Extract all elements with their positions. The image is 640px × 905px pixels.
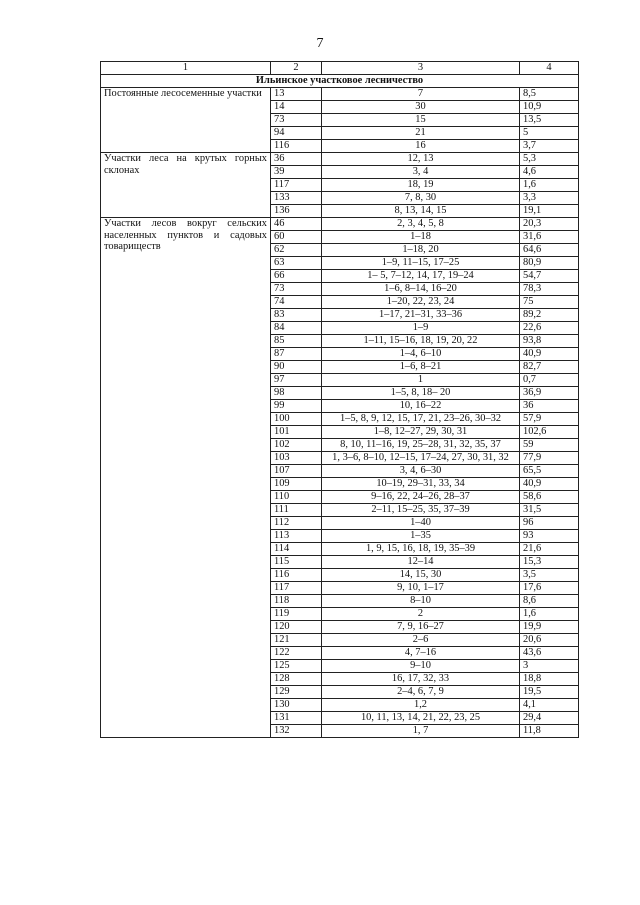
vydel-list-cell: 10, 16–22 xyxy=(322,400,520,413)
vydel-list-cell: 8, 13, 14, 15 xyxy=(322,205,520,218)
column-numbers-row xyxy=(101,62,579,75)
kvartal-number-cell: 133 xyxy=(271,192,322,205)
area-cell: 58,6 xyxy=(520,491,579,504)
kvartal-number-cell: 125 xyxy=(271,660,322,673)
kvartal-number-cell: 14 xyxy=(271,101,322,114)
area-cell: 4,6 xyxy=(520,166,579,179)
area-cell: 8,6 xyxy=(520,595,579,608)
area-cell: 18,8 xyxy=(520,673,579,686)
vydel-list-cell: 18, 19 xyxy=(322,179,520,192)
kvartal-number-cell: 114 xyxy=(271,543,322,556)
vydel-list-cell: 8–10 xyxy=(322,595,520,608)
vydel-list-cell: 9, 10, 1–17 xyxy=(322,582,520,595)
kvartal-number-cell: 130 xyxy=(271,699,322,712)
area-cell: 17,6 xyxy=(520,582,579,595)
area-cell: 3 xyxy=(520,660,579,673)
vydel-list-cell: 1–5, 8, 9, 12, 15, 17, 21, 23–26, 30–32 xyxy=(322,413,520,426)
vydel-list-cell: 1– 5, 7–12, 14, 17, 19–24 xyxy=(322,270,520,283)
area-cell: 36 xyxy=(520,400,579,413)
category-cell: Постоянные лесосеменные участки xyxy=(101,88,271,153)
area-cell: 22,6 xyxy=(520,322,579,335)
vydel-list-cell: 12, 13 xyxy=(322,153,520,166)
kvartal-number-cell: 132 xyxy=(271,725,322,738)
vydel-list-cell: 1–40 xyxy=(322,517,520,530)
vydel-list-cell: 2, 3, 4, 5, 8 xyxy=(322,218,520,231)
vydel-list-cell: 1–6, 8–14, 16–20 xyxy=(322,283,520,296)
vydel-list-cell: 1–4, 6–10 xyxy=(322,348,520,361)
vydel-list-cell: 3, 4 xyxy=(322,166,520,179)
vydel-list-cell: 8, 10, 11–16, 19, 25–28, 31, 32, 35, 37 xyxy=(322,439,520,452)
kvartal-number-cell: 100 xyxy=(271,413,322,426)
kvartal-number-cell: 94 xyxy=(271,127,322,140)
area-cell: 96 xyxy=(520,517,579,530)
area-cell: 13,5 xyxy=(520,114,579,127)
kvartal-number-cell: 116 xyxy=(271,569,322,582)
column-header: 3 xyxy=(322,62,520,75)
kvartal-number-cell: 118 xyxy=(271,595,322,608)
area-cell: 5 xyxy=(520,127,579,140)
kvartal-number-cell: 109 xyxy=(271,478,322,491)
area-cell: 57,9 xyxy=(520,413,579,426)
kvartal-number-cell: 110 xyxy=(271,491,322,504)
vydel-list-cell: 2–4, 6, 7, 9 xyxy=(322,686,520,699)
kvartal-number-cell: 128 xyxy=(271,673,322,686)
kvartal-number-cell: 46 xyxy=(271,218,322,231)
area-cell: 20,3 xyxy=(520,218,579,231)
kvartal-number-cell: 121 xyxy=(271,634,322,647)
area-cell: 19,5 xyxy=(520,686,579,699)
area-cell: 77,9 xyxy=(520,452,579,465)
area-cell: 21,6 xyxy=(520,543,579,556)
vydel-list-cell: 4, 7–16 xyxy=(322,647,520,660)
vydel-list-cell: 7 xyxy=(322,88,520,101)
forest-table xyxy=(100,61,579,738)
vydel-list-cell: 1–9, 11–15, 17–25 xyxy=(322,257,520,270)
kvartal-number-cell: 111 xyxy=(271,504,322,517)
vydel-list-cell: 1 xyxy=(322,374,520,387)
kvartal-number-cell: 62 xyxy=(271,244,322,257)
kvartal-number-cell: 87 xyxy=(271,348,322,361)
area-cell: 15,3 xyxy=(520,556,579,569)
kvartal-number-cell: 98 xyxy=(271,387,322,400)
area-cell: 31,6 xyxy=(520,231,579,244)
vydel-list-cell: 1–5, 8, 18– 20 xyxy=(322,387,520,400)
vydel-list-cell: 1–18 xyxy=(322,231,520,244)
vydel-list-cell: 12–14 xyxy=(322,556,520,569)
table-row xyxy=(101,153,579,166)
vydel-list-cell: 30 xyxy=(322,101,520,114)
vydel-list-cell: 1, 9, 15, 16, 18, 19, 35–39 xyxy=(322,543,520,556)
area-cell: 1,6 xyxy=(520,608,579,621)
area-cell: 40,9 xyxy=(520,348,579,361)
area-cell: 29,4 xyxy=(520,712,579,725)
kvartal-number-cell: 107 xyxy=(271,465,322,478)
vydel-list-cell: 21 xyxy=(322,127,520,140)
vydel-list-cell: 15 xyxy=(322,114,520,127)
vydel-list-cell: 1–11, 15–16, 18, 19, 20, 22 xyxy=(322,335,520,348)
kvartal-number-cell: 131 xyxy=(271,712,322,725)
section-title: Ильинское участковое лесничество xyxy=(101,75,579,88)
vydel-list-cell: 10, 11, 13, 14, 21, 22, 23, 25 xyxy=(322,712,520,725)
kvartal-number-cell: 90 xyxy=(271,361,322,374)
vydel-list-cell: 7, 9, 16–27 xyxy=(322,621,520,634)
kvartal-number-cell: 120 xyxy=(271,621,322,634)
vydel-list-cell: 1,2 xyxy=(322,699,520,712)
kvartal-number-cell: 117 xyxy=(271,582,322,595)
kvartal-number-cell: 39 xyxy=(271,166,322,179)
area-cell: 8,5 xyxy=(520,88,579,101)
column-header: 1 xyxy=(101,62,271,75)
vydel-list-cell: 1–9 xyxy=(322,322,520,335)
kvartal-number-cell: 99 xyxy=(271,400,322,413)
kvartal-number-cell: 36 xyxy=(271,153,322,166)
kvartal-number-cell: 85 xyxy=(271,335,322,348)
area-cell: 59 xyxy=(520,439,579,452)
kvartal-number-cell: 13 xyxy=(271,88,322,101)
area-cell: 40,9 xyxy=(520,478,579,491)
area-cell: 65,5 xyxy=(520,465,579,478)
vydel-list-cell: 2–11, 15–25, 35, 37–39 xyxy=(322,504,520,517)
area-cell: 0,7 xyxy=(520,374,579,387)
category-cell: Участки леса на крутых горных склонах xyxy=(101,153,271,218)
vydel-list-cell: 16, 17, 32, 33 xyxy=(322,673,520,686)
vydel-list-cell: 3, 4, 6–30 xyxy=(322,465,520,478)
table-row xyxy=(101,88,579,101)
area-cell: 64,6 xyxy=(520,244,579,257)
kvartal-number-cell: 97 xyxy=(271,374,322,387)
vydel-list-cell: 9–16, 22, 24–26, 28–37 xyxy=(322,491,520,504)
area-cell: 89,2 xyxy=(520,309,579,322)
area-cell: 78,3 xyxy=(520,283,579,296)
area-cell: 10,9 xyxy=(520,101,579,114)
kvartal-number-cell: 122 xyxy=(271,647,322,660)
kvartal-number-cell: 113 xyxy=(271,530,322,543)
kvartal-number-cell: 115 xyxy=(271,556,322,569)
area-cell: 82,7 xyxy=(520,361,579,374)
kvartal-number-cell: 63 xyxy=(271,257,322,270)
vydel-list-cell: 7, 8, 30 xyxy=(322,192,520,205)
vydel-list-cell: 1, 7 xyxy=(322,725,520,738)
category-cell: Участки лесов вокруг сельских населенных пунктов и садовых товариществ xyxy=(101,218,271,738)
forest-table-body xyxy=(101,62,579,738)
area-cell: 3,3 xyxy=(520,192,579,205)
kvartal-number-cell: 129 xyxy=(271,686,322,699)
area-cell: 102,6 xyxy=(520,426,579,439)
area-cell: 3,7 xyxy=(520,140,579,153)
vydel-list-cell: 1–18, 20 xyxy=(322,244,520,257)
kvartal-number-cell: 83 xyxy=(271,309,322,322)
vydel-list-cell: 10–19, 29–31, 33, 34 xyxy=(322,478,520,491)
section-title-row xyxy=(101,75,579,88)
vydel-list-cell: 9–10 xyxy=(322,660,520,673)
area-cell: 31,5 xyxy=(520,504,579,517)
area-cell: 80,9 xyxy=(520,257,579,270)
area-cell: 54,7 xyxy=(520,270,579,283)
kvartal-number-cell: 117 xyxy=(271,179,322,192)
kvartal-number-cell: 116 xyxy=(271,140,322,153)
kvartal-number-cell: 73 xyxy=(271,114,322,127)
column-header: 2 xyxy=(271,62,322,75)
vydel-list-cell: 2 xyxy=(322,608,520,621)
area-cell: 20,6 xyxy=(520,634,579,647)
area-cell: 43,6 xyxy=(520,647,579,660)
kvartal-number-cell: 112 xyxy=(271,517,322,530)
vydel-list-cell: 16 xyxy=(322,140,520,153)
kvartal-number-cell: 101 xyxy=(271,426,322,439)
kvartal-number-cell: 136 xyxy=(271,205,322,218)
kvartal-number-cell: 103 xyxy=(271,452,322,465)
area-cell: 75 xyxy=(520,296,579,309)
area-cell: 19,9 xyxy=(520,621,579,634)
area-cell: 93,8 xyxy=(520,335,579,348)
area-cell: 36,9 xyxy=(520,387,579,400)
vydel-list-cell: 1–17, 21–31, 33–36 xyxy=(322,309,520,322)
area-cell: 93 xyxy=(520,530,579,543)
vydel-list-cell: 1–8, 12–27, 29, 30, 31 xyxy=(322,426,520,439)
table-row xyxy=(101,218,579,231)
area-cell: 3,5 xyxy=(520,569,579,582)
area-cell: 4,1 xyxy=(520,699,579,712)
area-cell: 5,3 xyxy=(520,153,579,166)
area-cell: 11,8 xyxy=(520,725,579,738)
kvartal-number-cell: 84 xyxy=(271,322,322,335)
vydel-list-cell: 1, 3–6, 8–10, 12–15, 17–24, 27, 30, 31, 32 xyxy=(322,452,520,465)
kvartal-number-cell: 73 xyxy=(271,283,322,296)
vydel-list-cell: 14, 15, 30 xyxy=(322,569,520,582)
area-cell: 19,1 xyxy=(520,205,579,218)
page-number: 7 xyxy=(316,36,324,51)
vydel-list-cell: 1–6, 8–21 xyxy=(322,361,520,374)
area-cell: 1,6 xyxy=(520,179,579,192)
kvartal-number-cell: 66 xyxy=(271,270,322,283)
kvartal-number-cell: 60 xyxy=(271,231,322,244)
vydel-list-cell: 2–6 xyxy=(322,634,520,647)
vydel-list-cell: 1–20, 22, 23, 24 xyxy=(322,296,520,309)
vydel-list-cell: 1–35 xyxy=(322,530,520,543)
kvartal-number-cell: 102 xyxy=(271,439,322,452)
column-header: 4 xyxy=(520,62,579,75)
kvartal-number-cell: 74 xyxy=(271,296,322,309)
kvartal-number-cell: 119 xyxy=(271,608,322,621)
